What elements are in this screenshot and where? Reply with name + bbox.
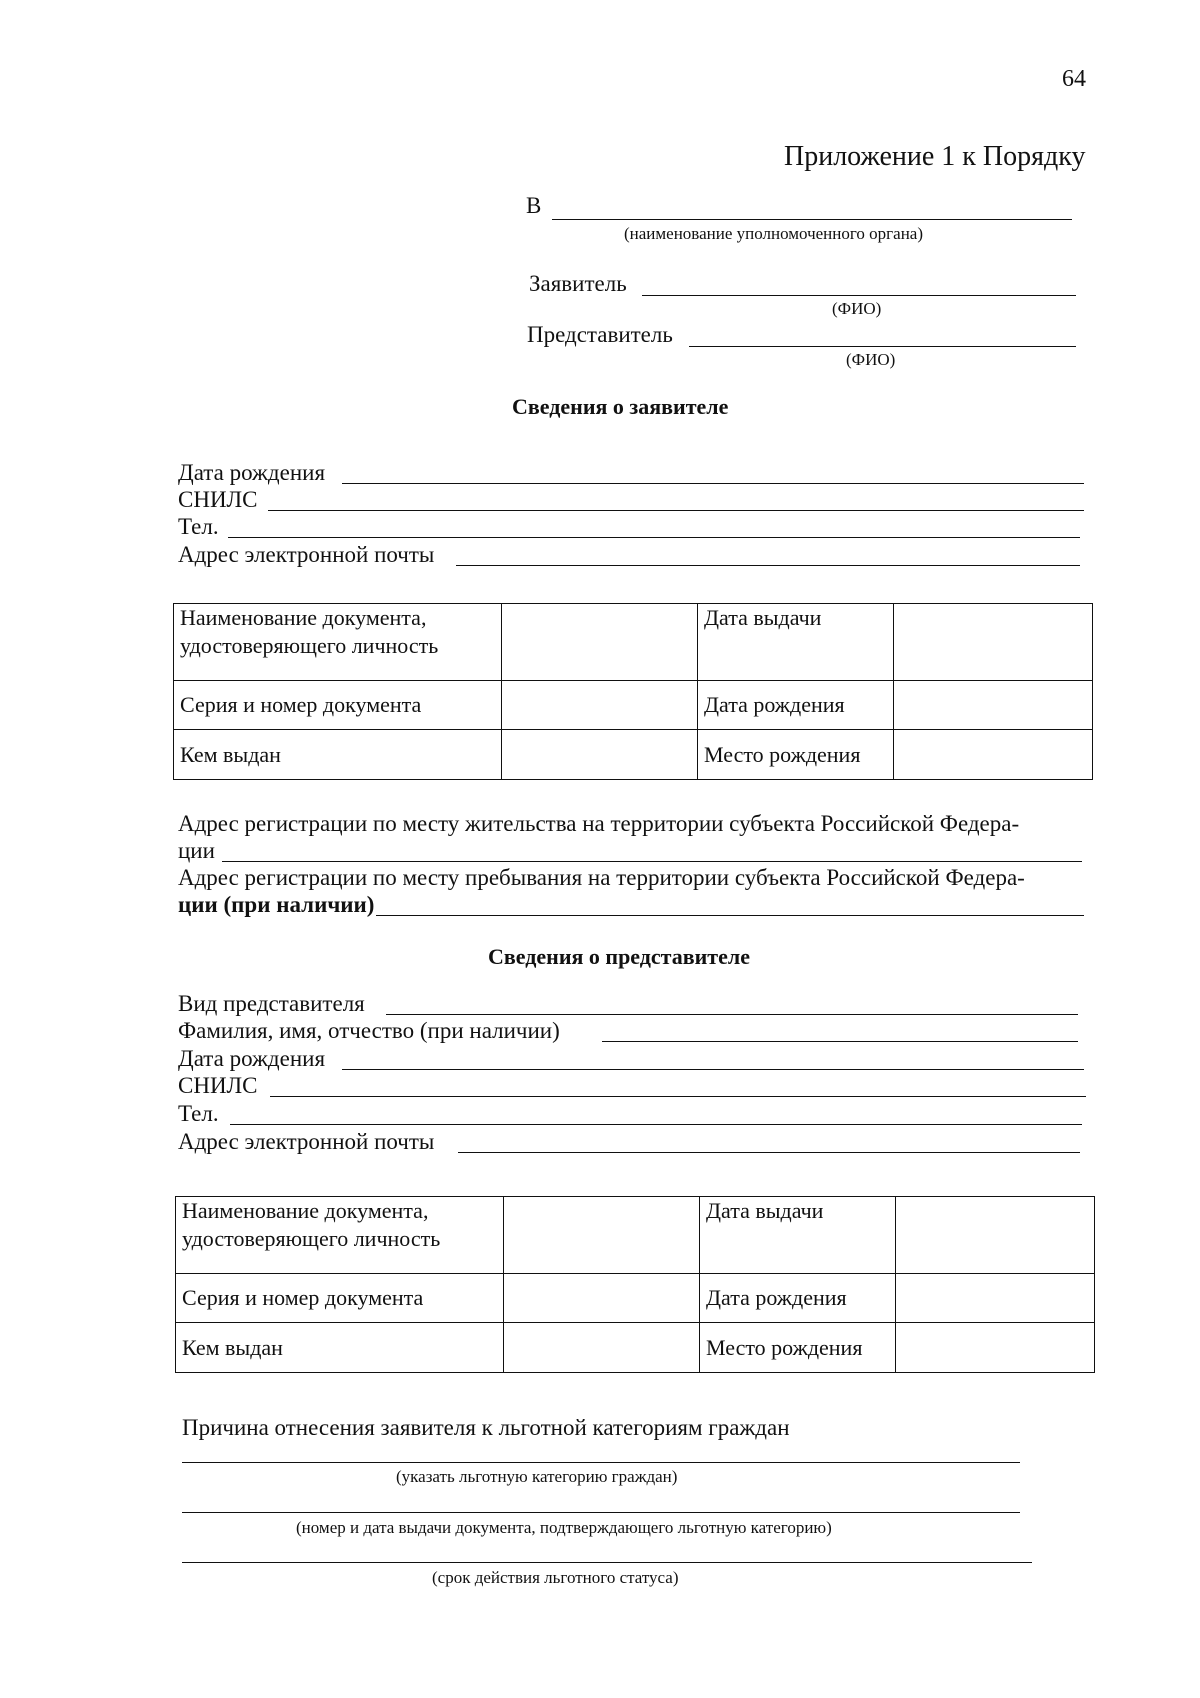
table-row: [176, 1197, 1095, 1274]
representative-document-table: [175, 1196, 1095, 1373]
applicant-email-field[interactable]: [456, 565, 1080, 566]
rep-doc-birth-date-label: Дата рождения: [700, 1274, 896, 1323]
table-row: [176, 1323, 1095, 1373]
address-stay-label-cont: ции (при наличии): [178, 892, 375, 917]
applicant-snils-field[interactable]: [268, 510, 1084, 511]
applicant-snils-label: СНИЛС: [178, 487, 258, 512]
recipient-field[interactable]: [552, 219, 1072, 220]
applicant-document-table: [173, 603, 1093, 780]
recipient-caption: (наименование уполномоченного органа): [624, 224, 924, 243]
applicant-phone-field[interactable]: [228, 537, 1080, 538]
rep-doc-number-cell[interactable]: [504, 1274, 700, 1323]
table-row: [174, 604, 1093, 681]
benefit-period-field[interactable]: [182, 1562, 1032, 1563]
rep-birth-place-cell[interactable]: [896, 1323, 1095, 1373]
benefit-document-caption: (номер и дата выдачи документа, подтверждающего льготную категорию): [296, 1518, 832, 1537]
benefit-category-caption: (указать льготную категорию граждан): [396, 1467, 678, 1486]
rep-snils-label: СНИЛС: [178, 1073, 258, 1098]
rep-type-label: Вид представителя: [178, 991, 365, 1016]
applicant-email-label: Адрес электронной почты: [178, 542, 435, 567]
applicant-birth-place-cell[interactable]: [894, 730, 1093, 780]
table-row: [174, 730, 1093, 780]
recipient-prefix: В: [526, 193, 542, 218]
address-residence-field[interactable]: [222, 861, 1082, 862]
applicant-doc-birth-date-cell[interactable]: [894, 681, 1093, 730]
address-residence-label: Адрес регистрации по месту жительства на территории субъекта Российской Федера-: [178, 811, 1020, 836]
rep-issue-date-cell[interactable]: [896, 1197, 1095, 1274]
address-stay-field[interactable]: [376, 915, 1084, 916]
applicant-doc-name-cell[interactable]: [502, 604, 698, 681]
applicant-issued-by-label: Кем выдан: [174, 730, 502, 780]
applicant-label: Заявитель: [529, 271, 627, 296]
rep-doc-name-cell[interactable]: [504, 1197, 700, 1274]
rep-type-field[interactable]: [386, 1014, 1078, 1015]
rep-doc-name-label: Наименование документа, удостоверяющего личность: [176, 1197, 504, 1274]
applicant-issue-date-label: Дата выдачи: [698, 604, 894, 681]
address-stay-label: Адрес регистрации по месту пребывания на территории субъекта Российской Федера-: [178, 865, 1025, 890]
benefit-title: Причина отнесения заявителя к льготной категориям граждан: [182, 1415, 790, 1440]
rep-phone-label: Тел.: [178, 1101, 219, 1126]
representative-section-heading: Сведения о представителе: [488, 944, 750, 969]
rep-issue-date-label: Дата выдачи: [700, 1197, 896, 1274]
applicant-issued-by-cell[interactable]: [502, 730, 698, 780]
page-number: 64: [1062, 66, 1086, 92]
rep-full-name-label: Фамилия, имя, отчество (при наличии): [178, 1018, 560, 1043]
applicant-doc-birth-date-label: Дата рождения: [698, 681, 894, 730]
appendix-title: Приложение 1 к Порядку: [784, 141, 1086, 172]
rep-issued-by-cell[interactable]: [504, 1323, 700, 1373]
representative-label: Представитель: [527, 322, 673, 347]
rep-birth-date-label: Дата рождения: [178, 1046, 326, 1071]
rep-birth-date-field[interactable]: [342, 1069, 1084, 1070]
applicant-caption: (ФИО): [832, 299, 882, 318]
applicant-doc-number-cell[interactable]: [502, 681, 698, 730]
applicant-birth-date-label: Дата рождения: [178, 460, 326, 485]
applicant-name-field[interactable]: [642, 295, 1076, 296]
applicant-section-heading: Сведения о заявителе: [512, 394, 729, 419]
rep-birth-place-label: Место рождения: [700, 1323, 896, 1373]
benefit-category-field[interactable]: [182, 1462, 1020, 1463]
applicant-doc-name-label: Наименование документа, удостоверяющего личность: [174, 604, 502, 681]
rep-snils-field[interactable]: [270, 1096, 1086, 1097]
applicant-issue-date-cell[interactable]: [894, 604, 1093, 681]
rep-doc-birth-date-cell[interactable]: [896, 1274, 1095, 1323]
applicant-phone-label: Тел.: [178, 514, 219, 539]
benefit-period-caption: (срок действия льготного статуса): [432, 1568, 679, 1587]
rep-full-name-field[interactable]: [602, 1041, 1078, 1042]
table-row: [176, 1274, 1095, 1323]
applicant-birth-place-label: Место рождения: [698, 730, 894, 780]
rep-phone-field[interactable]: [230, 1124, 1082, 1125]
rep-issued-by-label: Кем выдан: [176, 1323, 504, 1373]
applicant-birth-date-field[interactable]: [342, 483, 1084, 484]
benefit-document-field[interactable]: [182, 1512, 1020, 1513]
representative-name-field[interactable]: [689, 346, 1076, 347]
rep-email-field[interactable]: [458, 1152, 1080, 1153]
representative-caption: (ФИО): [846, 350, 896, 369]
rep-doc-number-label: Серия и номер документа: [176, 1274, 504, 1323]
table-row: [174, 681, 1093, 730]
address-residence-label-cont: ции: [178, 838, 215, 863]
rep-email-label: Адрес электронной почты: [178, 1129, 435, 1154]
applicant-doc-number-label: Серия и номер документа: [174, 681, 502, 730]
